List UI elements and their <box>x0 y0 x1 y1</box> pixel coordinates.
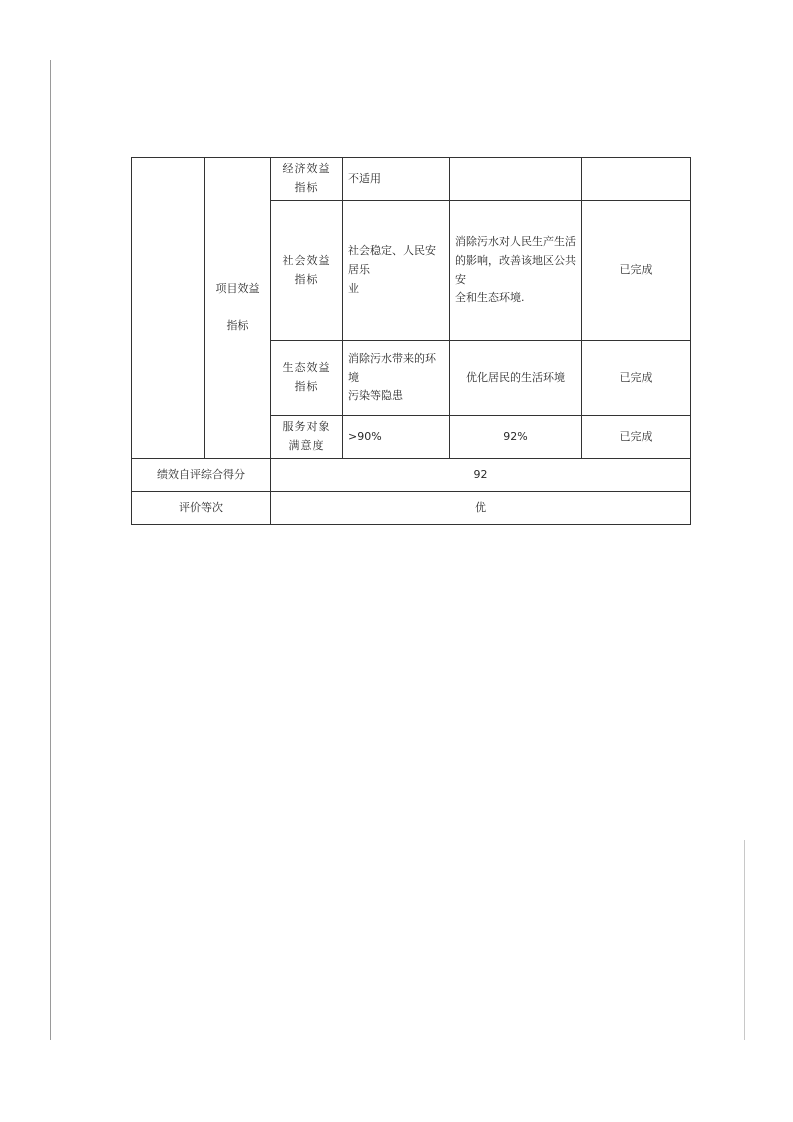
score-value: 92 <box>271 459 691 492</box>
target-economic: 不适用 <box>343 158 450 201</box>
indicator-social: 社会效益 指标 <box>271 201 343 341</box>
indicator-economic: 经济效益 指标 <box>271 158 343 201</box>
actual-satisfaction: 92% <box>450 416 582 459</box>
score-label: 绩效自评综合得分 <box>132 459 271 492</box>
table-row-score <box>132 459 691 492</box>
table-row-grade <box>132 492 691 525</box>
indicator-satisfaction: 服务对象 满意度 <box>271 416 343 459</box>
table-row-economic <box>132 158 691 201</box>
indicator-ecological: 生态效益 指标 <box>271 341 343 416</box>
status-satisfaction: 已完成 <box>582 416 691 459</box>
performance-evaluation-table <box>131 157 691 525</box>
status-ecological: 已完成 <box>582 341 691 416</box>
scan-edge-right <box>744 840 745 1040</box>
blank-cell <box>132 158 205 459</box>
category-project-benefit: 项目效益 指标 <box>205 158 271 459</box>
actual-ecological: 优化居民的生活环境 <box>450 341 582 416</box>
target-satisfaction: >90% <box>343 416 450 459</box>
target-social: 社会稳定、人民安居乐 业 <box>343 201 450 341</box>
grade-label: 评价等次 <box>132 492 271 525</box>
actual-economic <box>450 158 582 201</box>
status-social: 已完成 <box>582 201 691 341</box>
target-ecological: 消除污水带来的环境 污染等隐患 <box>343 341 450 416</box>
status-economic <box>582 158 691 201</box>
scan-edge-left <box>50 60 51 1040</box>
grade-value: 优 <box>271 492 691 525</box>
actual-social: 消除污水对人民生产生活 的影响，改善该地区公共安 全和生态环境. <box>450 201 582 341</box>
